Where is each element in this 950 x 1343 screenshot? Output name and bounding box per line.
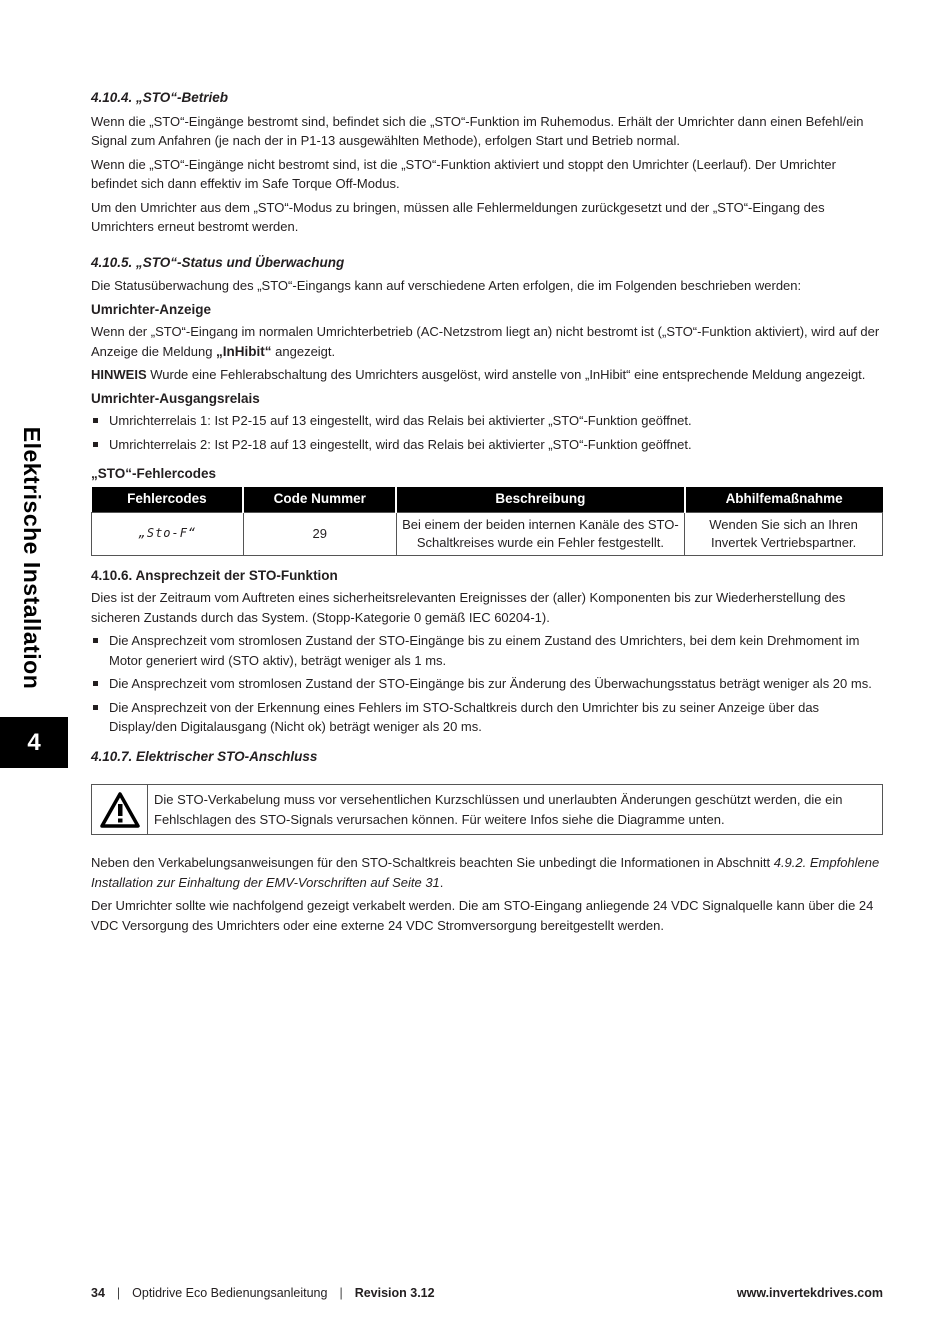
table-cell-code: „Sto-F“ (92, 512, 244, 555)
paragraph: Wenn der „STO“-Eingang im normalen Umrichterbetrieb (AC-Netzstrom liegt an) nicht bestromt ist („STO“-Funktion aktiviert), wird auf der Anzeige die Meldung „InHibit“ angezeigt. (91, 324, 880, 359)
chapter-side-title: Elektrische Installation (19, 426, 45, 690)
list-item: Umrichterrelais 1: Ist P2-15 auf 13 eingestellt, wird das Relais bei aktivierter „STO“-Funktion geöffnet. (91, 411, 883, 431)
page-number: 34 (91, 1286, 105, 1300)
footer-left: 34 | Optidrive Eco Bedienungsanleitung | Revision 3.12 (91, 1286, 435, 1300)
table-row (92, 512, 883, 555)
list-item: Die Ansprechzeit vom stromlosen Zustand der STO-Eingänge bis zu einem Zustand des Umrichters, bei dem kein Drehmoment im Motor generiert wird (STO aktiv), beträgt weniger als 1 ms. (91, 631, 883, 670)
column-header: Beschreibung (396, 487, 685, 513)
heading-4-10-4: 4.10.4. „STO“-Betrieb (91, 90, 229, 105)
subheading-relays: Umrichter-Ausgangsrelais (91, 390, 260, 406)
warning-box (91, 784, 883, 835)
response-time-list (91, 631, 883, 737)
chapter-number-tab: 4 (0, 717, 68, 768)
document-title: Optidrive Eco Bedienungsanleitung (132, 1286, 328, 1300)
list-item: Die Ansprechzeit vom stromlosen Zustand der STO-Eingänge bis zur Änderung des Überwachungsstatus beträgt weniger als 20 ms. (91, 674, 883, 694)
relay-list (91, 411, 883, 454)
section-reference: 4.9.2. Empfohlene Installation zur Einhaltung der EMV-Vorschriften auf Seite 31 (91, 855, 880, 890)
heading-4-10-6: 4.10.6. Ansprechzeit der STO-Funktion (91, 567, 338, 583)
website-url: www.invertekdrives.com (736, 1286, 883, 1300)
paragraph: Um den Umrichter aus dem „STO“-Modus zu bringen, müssen alle Fehlermeldungen zurückgesetzt und der „STO“-Eingang des Umrichters erneut bestromt werden. (91, 199, 825, 234)
column-header: Code Nummer (243, 487, 396, 513)
paragraph: Der Umrichter sollte wie nachfolgend gezeigt verkabelt werden. Die am STO-Eingang anliegende 24 VDC Signalquelle kann über die 24 VDC Versorgung des Umrichters oder eine externe 24 VDC Stromversorgung bereitgestellt werden. (91, 898, 874, 933)
warning-icon (92, 785, 148, 834)
fault-code-table (91, 487, 883, 556)
note-label: HINWEIS (91, 367, 147, 382)
page-content (91, 88, 883, 939)
list-item: Die Ansprechzeit von der Erkennung eines Fehlers im STO-Schaltkreis durch den Umrichter bis zu seiner Anzeige über das Display/den Digitalausgang (Nicht ok) beträgt weniger als 20 ms. (91, 698, 883, 737)
column-header: Fehlercodes (92, 487, 244, 513)
heading-4-10-5: 4.10.5. „STO“-Status und Überwachung (91, 254, 345, 270)
paragraph: Wenn die „STO“-Eingänge bestromt sind, befindet sich die „STO“-Funktion im Ruhemodus. Erhält der Umrichter dann einen Befehl/ein Signal zum Anfahren (je nach der in P1-13 ausgewählten Methode), erfolgen Start und Betrieb normal. (91, 113, 864, 148)
subheading-display: Umrichter-Anzeige (91, 301, 212, 317)
column-header: Abhilfemaßnahme (685, 487, 883, 513)
revision: Revision 3.12 (354, 1286, 435, 1300)
heading-4-10-7: 4.10.7. Elektrischer STO-Anschluss (91, 748, 318, 764)
paragraph: Wenn die „STO“-Eingänge nicht bestromt sind, ist die „STO“-Funktion aktiviert und stoppt den Umrichter (Leerlauf). Der Umrichter befindet sich dann effektiv im Safe Torque Off-Modus. (91, 156, 836, 191)
paragraph: Neben den Verkabelungsanweisungen für den STO-Schaltkreis beachten Sie unbedingt die Informationen in Abschnitt 4.9.2. Empfohlene Installation zur Einhaltung der EMV-Vorschriften auf Seite 31. (91, 855, 880, 890)
table-cell-number: 29 (243, 512, 396, 555)
page-footer (91, 1286, 883, 1300)
subheading-fault-codes: „STO“-Fehlercodes (91, 466, 217, 481)
table-cell-remedy: Wenden Sie sich an Ihren Invertek Vertriebspartner. (685, 512, 883, 555)
inhibit-message: „InHibit“ (216, 343, 272, 359)
table-cell-description: Bei einem der beiden internen Kanäle des STO-Schaltkreises wurde ein Fehler festgestellt. (396, 512, 685, 555)
list-item: Umrichterrelais 2: Ist P2-18 auf 13 eingestellt, wird das Relais bei aktivierter „STO“-Funktion geöffnet. (91, 435, 883, 455)
table-header-row (92, 487, 883, 513)
paragraph: Dies ist der Zeitraum vom Auftreten eines sicherheitsrelevanten Ereignisses der (aller) Komponenten bis zur Wiederherstellung des sicheren Zustands durch das System. (Stopp-Kategorie 0 gemäß IEC 60204-1). (91, 590, 846, 625)
paragraph: Die Statusüberwachung des „STO“-Eingangs kann auf verschiedene Arten erfolgen, die im Folgenden beschrieben werden: (91, 278, 802, 293)
note-paragraph: HINWEIS Wurde eine Fehlerabschaltung des Umrichters ausgelöst, wird anstelle von „InHibit“ eine entsprechende Meldung angezeigt. (91, 367, 866, 382)
warning-text: Die STO-Verkabelung muss vor versehentlichen Kurzschlüssen und unerlaubten Änderungen geschützt werden, die ein Fehlschlagen des STO-Signals verursachen können. Für weitere Infos siehe die Diagramme unten. (154, 792, 843, 827)
